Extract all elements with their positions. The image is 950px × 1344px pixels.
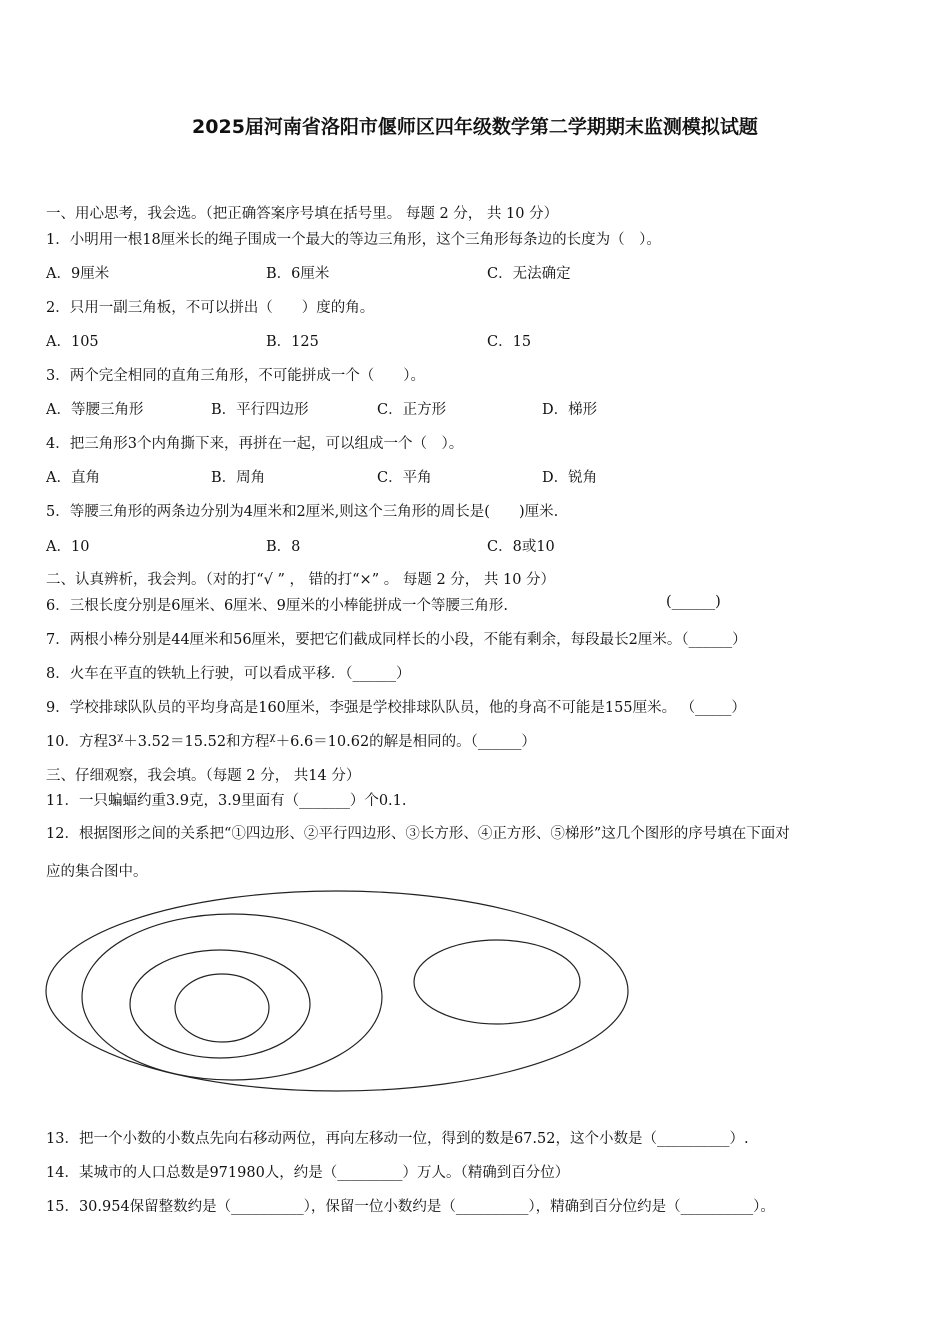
- q2-option-c: C．15: [487, 334, 532, 350]
- q3-option-c: C．正方形: [377, 402, 447, 418]
- question-14: 14．某城市的人口总数是971980人，约是（_________）万人。（精确到百分位）: [46, 1165, 570, 1181]
- set-ellipse-4: [175, 974, 269, 1042]
- q4-option-b: B．周角: [211, 470, 266, 486]
- question-10: [46, 730, 536, 751]
- q3-option-d: D．梯形: [542, 402, 598, 418]
- q4-option-c: C．平角: [377, 470, 432, 486]
- question-11: 11．一只蝙蝠约重3.9克，3.9里面有（_______）个0.1.: [46, 793, 407, 809]
- question-8: 8．火车在平直的铁轨上行驶，可以看成平移．（______）: [46, 666, 411, 682]
- q5-option-c: C．8或10: [487, 539, 555, 555]
- q10-variable-1: χ: [117, 732, 124, 744]
- question-7: 7．两根小棒分别是44厘米和56厘米，要把它们截成同样长的小段，不能有剩余，每段最长2厘米。（______）: [46, 632, 747, 648]
- q10-part-1: 10．方程3: [46, 734, 118, 750]
- q10-variable-2: χ: [269, 732, 276, 744]
- q5-option-b: B．8: [266, 539, 301, 555]
- q10-part-3: ＋6.6＝10.62的解是相同的。（______）: [275, 734, 536, 750]
- question-1: 1．小明用一根18厘米长的绳子围成一个最大的等边三角形，这个三角形每条边的长度为（ ）。: [46, 232, 661, 248]
- question-2: 2．只用一副三角板，不可以拼出（ ）度的角。: [46, 300, 375, 316]
- q2-option-b: B．125: [266, 334, 319, 350]
- question-15: 15．30.954保留整数约是（__________），保留一位小数约是（__________），精确到百分位约是（__________）。: [46, 1199, 775, 1215]
- question-6: 6．三根长度分别是6厘米、6厘米、9厘米的小棒能拼成一个等腰三角形.: [46, 598, 509, 614]
- section2-header: 二、认真辨析，我会判。（对的打“√ ” ， 错的打“×” 。 每题 2 分， 共 10 分）: [46, 572, 556, 588]
- q6-answer-blank: (______): [666, 594, 721, 610]
- question-12-line-2: 应的集合图中。: [46, 864, 148, 880]
- q1-option-a: A．9厘米: [46, 266, 110, 282]
- q2-option-a: A．105: [46, 334, 99, 350]
- q3-option-a: A．等腰三角形: [46, 402, 144, 418]
- section3-header: 三、仔细观察，我会填。（每题 2 分， 共14 分）: [46, 768, 361, 784]
- q3-option-b: B．平行四边形: [211, 402, 309, 418]
- question-9: 9．学校排球队队员的平均身高是160厘米，李强是学校排球队队员，他的身高不可能是155厘米。 （_____）: [46, 700, 746, 716]
- outer-set-ellipse: [46, 891, 628, 1091]
- question-12-line-1: 12．根据图形之间的关系把“①四边形、②平行四边形、③长方形、④正方形、⑤梯形”这几个图形的序号填在下面对: [46, 826, 790, 842]
- page-title: 2025届河南省洛阳市偃师区四年级数学第二学期期末监测模拟试题: [192, 116, 758, 138]
- set-diagram: [40, 886, 640, 1096]
- q5-option-a: A．10: [46, 539, 90, 555]
- set-ellipse-2: [82, 914, 382, 1080]
- set-ellipse-separate: [414, 940, 580, 1024]
- q1-option-b: B．6厘米: [266, 266, 330, 282]
- question-13: 13．把一个小数的小数点先向右移动两位，再向左移动一位，得到的数是67.52，这个小数是（__________）.: [46, 1131, 749, 1147]
- question-5: 5．等腰三角形的两条边分别为4厘米和2厘米,则这个三角形的周长是( )厘米.: [46, 504, 559, 520]
- q4-option-d: D．锐角: [542, 470, 598, 486]
- section1-header: 一、用心思考，我会选。（把正确答案序号填在括号里。 每题 2 分， 共 10 分）: [46, 206, 559, 222]
- question-4: 4．把三角形3个内角撕下来，再拼在一起，可以组成一个（ ）。: [46, 436, 464, 452]
- q10-part-2: ＋3.52＝15.52和方程: [123, 734, 270, 750]
- q4-option-a: A．直角: [46, 470, 100, 486]
- q1-option-c: C．无法确定: [487, 266, 571, 282]
- question-3: 3．两个完全相同的直角三角形，不可能拼成一个（ ）。: [46, 368, 425, 384]
